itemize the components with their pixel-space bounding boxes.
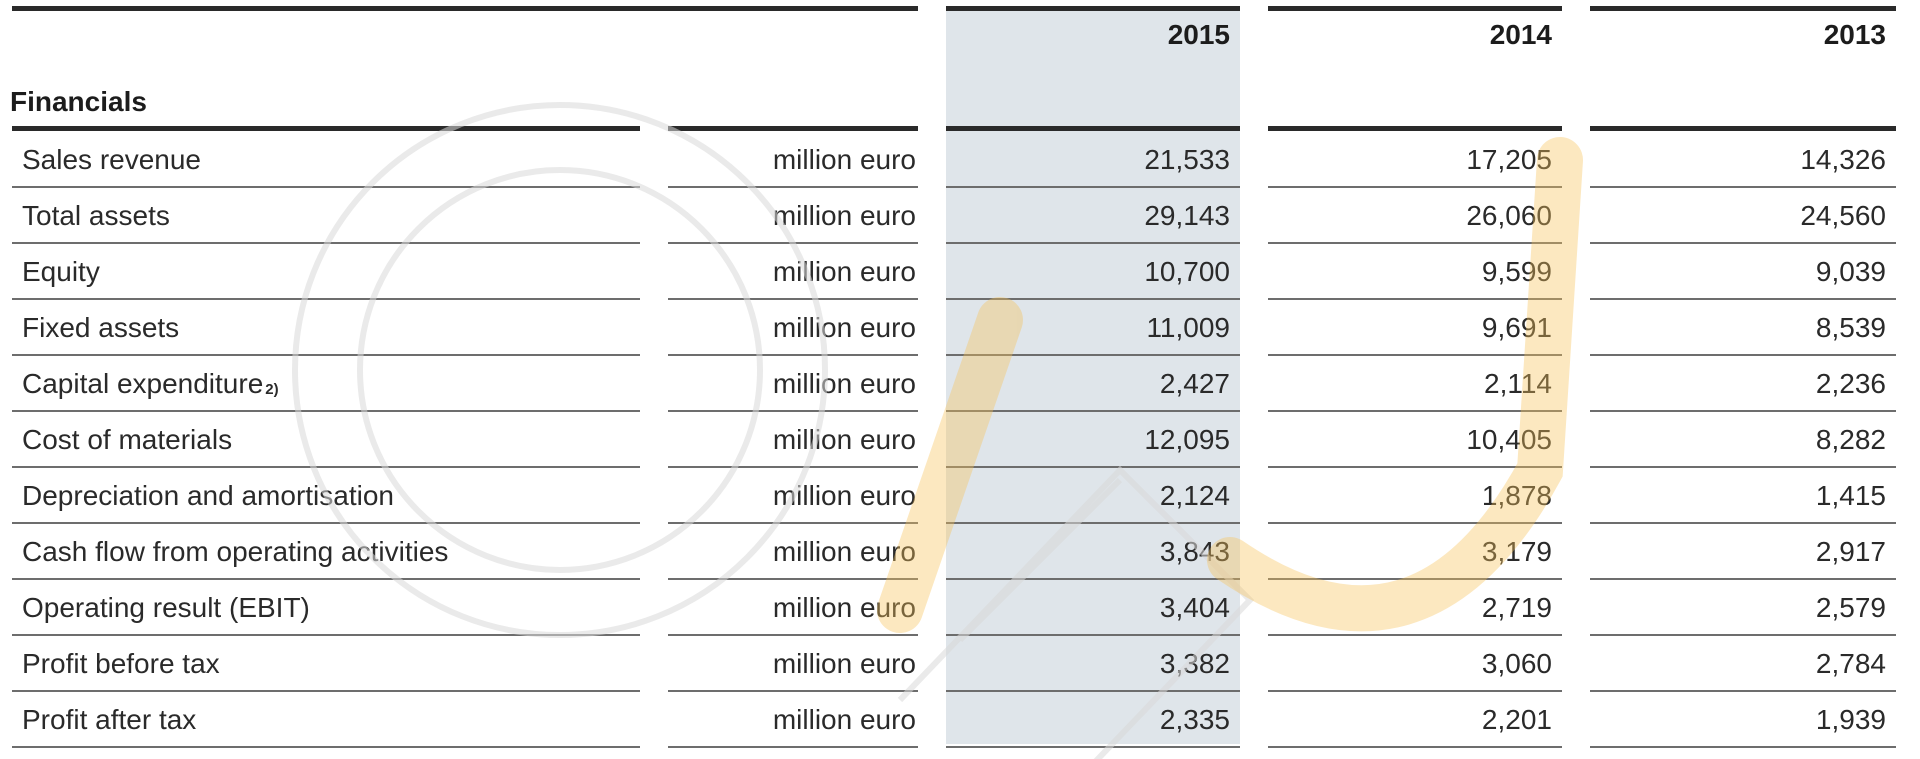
row-divider: [668, 522, 918, 524]
row-label: Profit before tax: [22, 648, 220, 679]
year-header: 2013: [1823, 19, 1886, 50]
row-value-cell-2014: [1268, 357, 1562, 413]
row-label-cell: [12, 189, 640, 245]
row-value-cell-2015: [946, 189, 1240, 245]
row-label-cell: [12, 133, 640, 189]
row-label-cell: [12, 693, 640, 749]
value: 1,939: [1815, 704, 1886, 735]
row-divider: [668, 354, 918, 356]
value: 2,719: [1481, 592, 1552, 623]
header-rule-2015: [946, 126, 1240, 131]
row-value-cell-2014: [1268, 469, 1562, 525]
row-value-cell-2014: [1268, 693, 1562, 749]
value: 26,060: [1466, 200, 1552, 231]
row-unit-cell: [668, 245, 918, 301]
row-label: Depreciation and amortisation: [22, 480, 394, 511]
row-label: Sales revenue: [22, 144, 202, 175]
row-divider: [1268, 578, 1562, 580]
row-divider: [12, 634, 640, 636]
section-title: Financials: [10, 86, 147, 117]
row-divider: [1268, 298, 1562, 300]
row-value-cell-2013: [1590, 581, 1896, 637]
row-label: Equity: [22, 256, 100, 287]
value: 2,114: [1484, 368, 1552, 399]
unit-label: million euro: [772, 256, 916, 287]
row-unit-cell: [668, 525, 918, 581]
row-divider: [946, 354, 1240, 356]
row-value-cell-2014: [1268, 637, 1562, 693]
row-value-cell-2013: [1590, 301, 1896, 357]
row-value-cell-2013: [1590, 413, 1896, 469]
row-divider: [1590, 634, 1896, 636]
row-divider: [668, 242, 918, 244]
row-unit-cell: [668, 133, 918, 189]
value: 9,039: [1815, 256, 1886, 287]
row-divider: [668, 466, 918, 468]
row-label: Cost of materials: [22, 424, 233, 455]
row-value-cell-2014: [1268, 581, 1562, 637]
row-divider: [12, 578, 640, 580]
row-divider: [946, 186, 1240, 188]
row-value-cell-2015: [946, 245, 1240, 301]
row-value-cell-2013: [1590, 245, 1896, 301]
header-rule-2014: [1268, 126, 1562, 131]
row-divider: [1590, 298, 1896, 300]
row-divider: [668, 186, 918, 188]
row-value-cell-2014: [1268, 189, 1562, 245]
row-divider: [1268, 634, 1562, 636]
value: 29,143: [1144, 200, 1230, 231]
row-label: Total assets: [22, 200, 170, 231]
footnote-marker: 2): [265, 381, 279, 398]
value: 2,335: [1159, 704, 1230, 735]
row-value-cell-2014: [1268, 413, 1562, 469]
row-label-cell: [12, 581, 640, 637]
value: 11,009: [1146, 312, 1230, 343]
value: 1,415: [1815, 480, 1886, 511]
row-label-cell: [12, 245, 640, 301]
row-divider: [946, 578, 1240, 580]
row-unit-cell: [668, 581, 918, 637]
year-header: 2014: [1489, 19, 1552, 50]
row-divider: [946, 410, 1240, 412]
row-divider: [946, 634, 1240, 636]
row-unit-cell: [668, 469, 918, 525]
row-value-cell-2015: [946, 637, 1240, 693]
unit-label: million euro: [772, 592, 916, 623]
row-divider: [1268, 690, 1562, 692]
row-divider: [668, 578, 918, 580]
row-divider: [946, 298, 1240, 300]
row-value-cell-2013: [1590, 189, 1896, 245]
row-value-cell-2013: [1590, 525, 1896, 581]
row-divider: [1590, 578, 1896, 580]
value: 21,533: [1144, 144, 1230, 175]
row-unit-cell: [668, 693, 918, 749]
value: 10,405: [1466, 424, 1552, 455]
value: 2,201: [1481, 704, 1552, 735]
row-divider: [1268, 746, 1562, 748]
row-divider: [12, 410, 640, 412]
unit-label: million euro: [772, 480, 916, 511]
row-divider: [12, 354, 640, 356]
row-divider: [1268, 522, 1562, 524]
row-unit-cell: [668, 413, 918, 469]
row-value-cell-2013: [1590, 133, 1896, 189]
year-header: 2015: [1167, 19, 1230, 50]
value: 10,700: [1144, 256, 1230, 287]
row-label-cell: [12, 301, 640, 357]
row-value-cell-2014: [1268, 525, 1562, 581]
row-divider: [668, 690, 918, 692]
unit-label: million euro: [772, 312, 916, 343]
row-divider: [12, 690, 640, 692]
row-divider: [1590, 466, 1896, 468]
row-divider: [946, 242, 1240, 244]
row-value-cell-2014: [1268, 133, 1562, 189]
row-value-cell-2013: [1590, 637, 1896, 693]
value: 2,124: [1159, 480, 1230, 511]
row-divider: [946, 522, 1240, 524]
unit-label: million euro: [772, 648, 916, 679]
row-value-cell-2015: [946, 133, 1240, 189]
row-label-cell: [12, 413, 640, 469]
row-divider: [1590, 410, 1896, 412]
row-divider: [1268, 242, 1562, 244]
row-divider: [1590, 522, 1896, 524]
value: 17,205: [1466, 144, 1552, 175]
row-unit-cell: [668, 357, 918, 413]
row-label: Cash flow from operating activities: [22, 536, 449, 567]
row-divider: [12, 298, 640, 300]
value: 3,843: [1159, 536, 1230, 567]
value: 8,539: [1815, 312, 1886, 343]
unit-label: million euro: [772, 144, 916, 175]
row-divider: [12, 466, 640, 468]
value: 8,282: [1815, 424, 1886, 455]
value: 3,382: [1159, 648, 1230, 679]
unit-label: million euro: [772, 200, 916, 231]
row-value-cell-2014: [1268, 301, 1562, 357]
row-label: Operating result (EBIT): [22, 592, 310, 623]
row-divider: [12, 522, 640, 524]
row-divider: [1590, 354, 1896, 356]
row-divider: [1590, 746, 1896, 748]
row-divider: [946, 690, 1240, 692]
unit-label: million euro: [772, 536, 916, 567]
row-divider: [1268, 466, 1562, 468]
row-label: Fixed assets: [22, 312, 180, 343]
row-divider: [1268, 354, 1562, 356]
top-rule-left: [12, 6, 918, 11]
value: 2,236: [1815, 368, 1886, 399]
header-rule-2013: [1590, 126, 1896, 131]
row-unit-cell: [668, 189, 918, 245]
row-divider: [12, 186, 640, 188]
row-divider: [946, 466, 1240, 468]
row-divider: [1268, 410, 1562, 412]
row-divider: [12, 746, 640, 748]
value: 1,878: [1481, 480, 1552, 511]
header-rule-label: [12, 126, 640, 131]
row-value-cell-2015: [946, 413, 1240, 469]
value: 3,060: [1481, 648, 1552, 679]
row-divider: [668, 634, 918, 636]
value: 3,179: [1481, 536, 1552, 567]
value: 9,691: [1481, 312, 1552, 343]
value: 12,095: [1144, 424, 1230, 455]
row-value-cell-2014: [1268, 245, 1562, 301]
row-label-cell: [12, 357, 640, 413]
value: 9,599: [1481, 256, 1552, 287]
row-label-cell: [12, 637, 640, 693]
row-value-cell-2015: [946, 357, 1240, 413]
value: 2,427: [1159, 368, 1230, 399]
value: 14,326: [1800, 144, 1886, 175]
row-divider: [1268, 186, 1562, 188]
row-label: Capital expenditure: [22, 368, 264, 399]
row-divider: [668, 746, 918, 748]
unit-label: million euro: [772, 424, 916, 455]
row-divider: [12, 242, 640, 244]
row-label: Profit after tax: [22, 704, 197, 735]
row-value-cell-2015: [946, 525, 1240, 581]
row-divider: [668, 410, 918, 412]
row-divider: [1590, 242, 1896, 244]
value: 2,579: [1815, 592, 1886, 623]
row-value-cell-2015: [946, 469, 1240, 525]
value: 3,404: [1159, 592, 1230, 623]
value: 2,917: [1815, 536, 1886, 567]
row-value-cell-2013: [1590, 357, 1896, 413]
unit-label: million euro: [772, 368, 916, 399]
row-unit-cell: [668, 637, 918, 693]
header-rule-unit: [668, 126, 918, 131]
row-value-cell-2015: [946, 693, 1240, 749]
value: 24,560: [1800, 200, 1886, 231]
row-value-cell-2013: [1590, 469, 1896, 525]
row-label-cell: [12, 525, 640, 581]
row-value-cell-2015: [946, 581, 1240, 637]
row-value-cell-2013: [1590, 693, 1896, 749]
value: 2,784: [1815, 648, 1886, 679]
unit-label: million euro: [772, 704, 916, 735]
row-divider: [946, 746, 1240, 748]
row-unit-cell: [668, 301, 918, 357]
row-value-cell-2015: [946, 301, 1240, 357]
row-divider: [1590, 690, 1896, 692]
row-divider: [1590, 186, 1896, 188]
row-label-cell: [12, 469, 640, 525]
row-divider: [668, 298, 918, 300]
